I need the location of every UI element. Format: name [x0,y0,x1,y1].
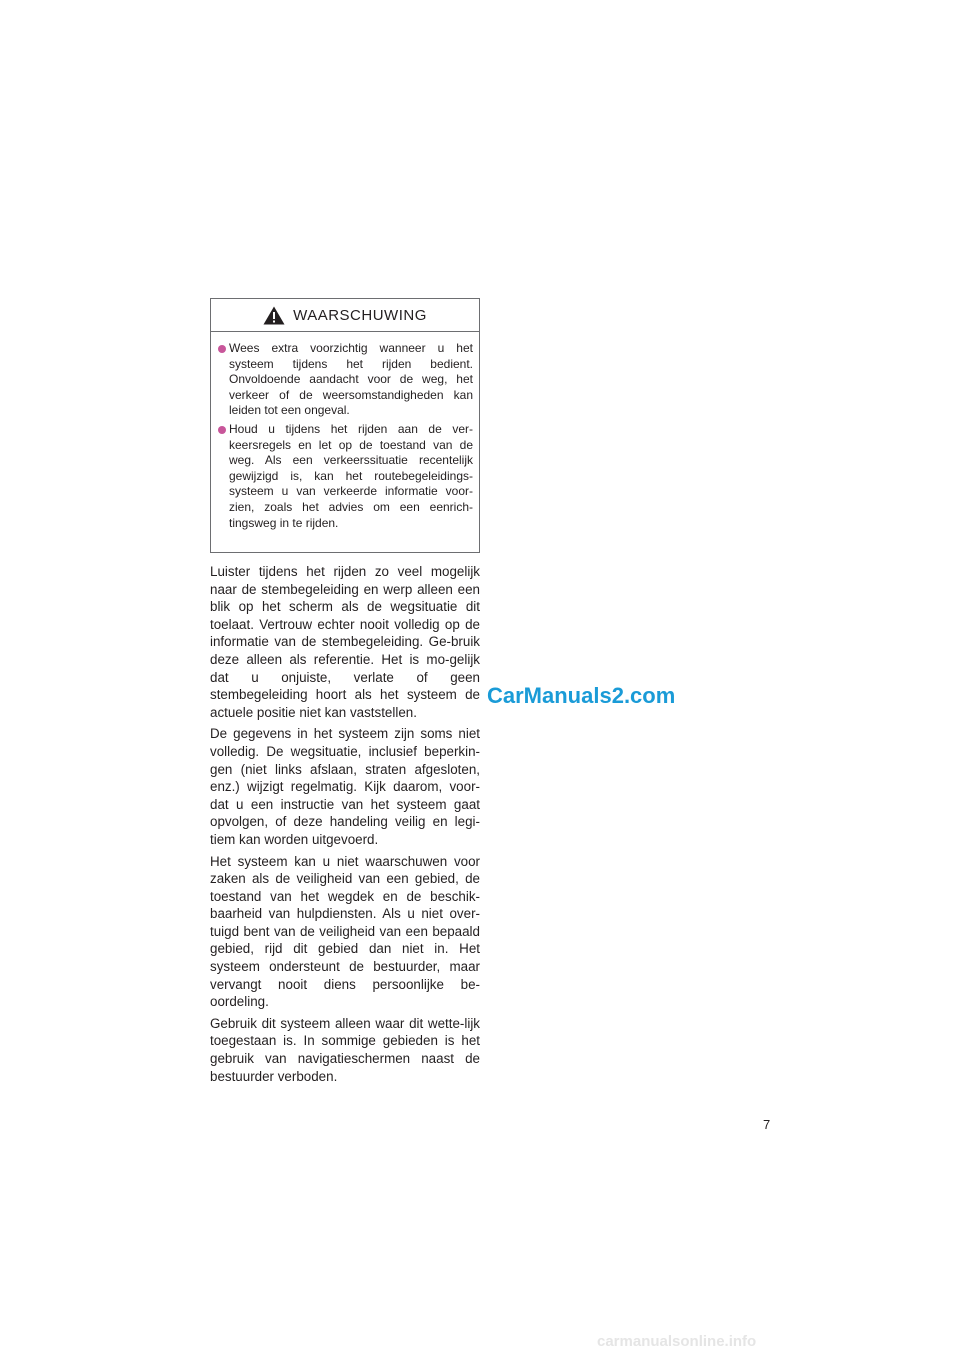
warning-box [210,298,480,553]
body-paragraph: Het systeem kan u niet waarschuwen voor zaken als de veiligheid van een gebied, de toestand van het wegdek en de beschik-baarheid van hulpdiensten. Als u niet over-tuigd bent van de veiligheid van een bepaald gebied, rijd dit gebied dan niet in. Het systeem ondersteunt de bestuurder, maar vervangt nooit diens persoonlijke be-oordeling. [210,853,480,1010]
warning-item [218,341,473,419]
footer-site-watermark: carmanualsonline.info [597,1333,757,1350]
page-number: 7 [763,1117,771,1132]
warning-header [211,299,479,332]
warning-title: WAARSCHUWING [293,306,427,324]
warning-list [211,332,479,531]
body-paragraph: Luister tijdens het rijden zo veel mogelijk naar de stembegeleiding en werp alleen een blik op het scherm als de wegsituatie dit toelaat. Vertrouw echter nooit volledig op de informatie van de stembegeleiding. Ge-bruik deze alleen als referentie. Het is mo-gelijk dat u onjuiste, verlate of geen stembegeleiding hoort als het systeem de actuele positie niet kan vaststellen. [210,564,480,720]
bullet-icon [218,426,226,434]
warning-item [218,422,473,531]
warning-item-text: Wees extra voorzichtig wanneer u het systeem tijdens het rijden bedient. Onvoldoende aandacht voor de weg, het verkeer of de weersomstandigheden kan leiden tot een ongeval. [229,341,473,418]
warning-item-text: Houd u tijdens het rijden aan de ver-keersregels en let op de toestand van de weg. Als een verkeerssituatie recentelijk gewijzigd is, kan het routebegeleidings-systeem u van verkeerde informatie voor-zien, zoals het advies om een eenrich-tingsweg in te rijden. [229,421,473,530]
watermark-logo: CarManuals2.com [487,683,676,708]
bullet-icon [218,345,226,353]
body-paragraph: De gegevens in het systeem zijn soms niet volledig. De wegsituatie, inclusief beperkin-gen (niet links afslaan, straten afgesloten, enz.) wijzigt regelmatig. Kijk daarom, voor-dat u een instructie van het systeem gaat opvolgen, of deze handeling veilig en legi-tiem kan worden uitgevoerd. [210,726,480,847]
warning-triangle-icon [263,306,285,325]
body-text [210,563,480,1089]
body-paragraph: Gebruik dit systeem alleen waar dit wette-lijk toegestaan is. In sommige gebieden is het gebruik van navigatieschermen naast de bestuurder verboden. [210,1015,480,1084]
